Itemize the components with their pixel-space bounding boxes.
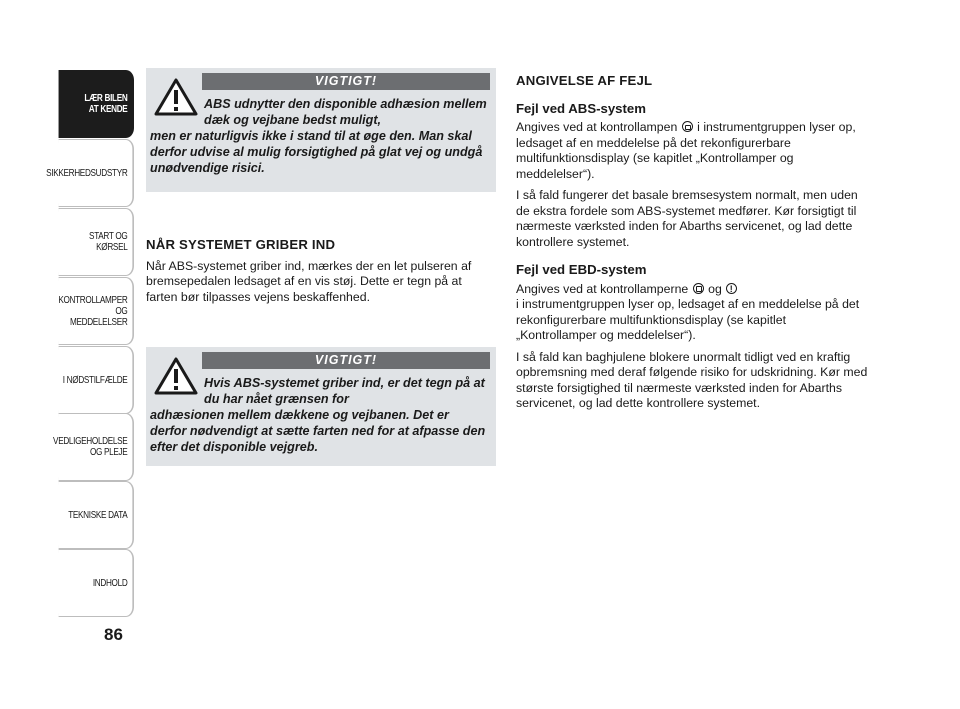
warning-text: [150, 375, 488, 455]
ebd-fault-heading: Fejl ved EBD-system: [516, 262, 647, 277]
ebd-fault-paragraph-1: [516, 282, 868, 344]
abs-fault-heading: Fejl ved ABS-system: [516, 100, 646, 116]
section-heading: NÅR SYSTEMET GRIBER IND: [146, 237, 336, 252]
right-column: [516, 73, 868, 418]
tab-indhold[interactable]: [59, 549, 134, 617]
warning-box-abs: [146, 68, 496, 192]
warning-label: VIGTIGT!: [202, 73, 490, 90]
abs-fault-paragraph-2: I så fald fungerer det basale bremsesystem normalt, men uden de ekstra fordele som ABS-systemet medfører. Kør forsigtigt til nærmeste værksted inden for Abarths servicenet, og lad dette kontrollere systemet.: [516, 188, 858, 249]
tab-tekniske-data[interactable]: [59, 481, 134, 549]
warning-text: [150, 96, 488, 176]
warning-text-lead: ABS udnytter den disponible adhæsion mellem dæk og vejbane bedst muligt,: [204, 97, 487, 127]
warning-box-abs-intervention: [146, 347, 496, 466]
abs-warning-lamp-icon: [682, 121, 693, 132]
tab-label: TEKNISKE DATA: [68, 509, 128, 521]
section-system-griber-ind: [146, 237, 496, 311]
abs-warning-lamp-icon: [693, 283, 704, 294]
ebd-fault-paragraph-2: I så fald kan baghjulene blokere unormalt tidligt ved en kraftig opbremsning med deraf følgende risiko for udskridning. Kør med største forsigtighed til nærmeste værksted inden for Abarths servicenet, og lad dette kontrollere systemet.: [516, 349, 868, 410]
warning-text-lead: Hvis ABS-systemet griber ind, er det tegn på at du har nået grænsen for: [204, 376, 485, 406]
abs-fault-paragraph-1: [516, 120, 868, 182]
warning-label: VIGTIGT!: [202, 352, 490, 369]
tab-vedligeholdelse[interactable]: [53, 413, 134, 481]
tab-label: INDHOLD: [92, 577, 128, 589]
abs-p1-end: i instrumentgruppen lyser op, ledsaget af en meddelelse på det rekonfigurerbare multifunktionsdisplay (se kapitlet „Kontrollamper og meddelelser“).: [516, 120, 856, 181]
tab-label: I NØDSTILFÆLDE: [62, 374, 128, 386]
tab-sikkerhedsudstyr[interactable]: [46, 139, 134, 207]
fault-heading: ANGIVELSE AF FEJL: [516, 73, 653, 88]
tab-label: VEDLIGEHOLDELSE OG PLEJE: [53, 436, 128, 458]
warning-text-rest: adhæsionen mellem dækkene og vejbanen. Det er derfor nødvendigt at sætte farten ned for at afpasse den efter det disponible vejgreb.: [150, 408, 486, 454]
tab-i-nodstilfaelde[interactable]: [59, 346, 134, 414]
tab-label: SIKKERHEDSUDSTYR: [46, 167, 128, 179]
tab-laer-bilen-at-kende[interactable]: [59, 70, 134, 138]
abs-p1-start: Angives ved at kontrollampen: [516, 120, 678, 134]
section-body: Når ABS-systemet griber ind, mærkes der en let pulseren af bremsepedalen ledsaget af en vis støj. Dette er tegn på at farten bør tilpasses vejens beskaffenhed.: [146, 258, 472, 304]
brake-warning-lamp-icon: [726, 283, 737, 294]
tab-kontrollamper[interactable]: [59, 277, 134, 345]
ebd-p1-and: og: [708, 281, 722, 296]
warning-text-rest: men er naturligvis ikke i stand til at øge den. Man skal derfor udvise al mulig forsigtighed på glat vej og undgå unødvendige risici.: [150, 129, 483, 175]
tab-start-og-korsel[interactable]: [59, 208, 134, 276]
tab-label: LÆR BILEN AT KENDE: [84, 93, 128, 115]
ebd-p1-start: Angives ved at kontrollamperne: [516, 281, 689, 296]
tab-label: START OG KØRSEL: [89, 231, 128, 253]
ebd-p1-end: i instrumentgruppen lyser op, ledsaget af en meddelelse på det rekonfigurerbare multifunktionsdisplay (se kapitlet „Kontrollamper og meddelelser“).: [516, 297, 860, 342]
page-number: 86: [104, 625, 123, 644]
tab-label: KONTROLLAMPER OG MEDDELELSER: [58, 294, 128, 328]
